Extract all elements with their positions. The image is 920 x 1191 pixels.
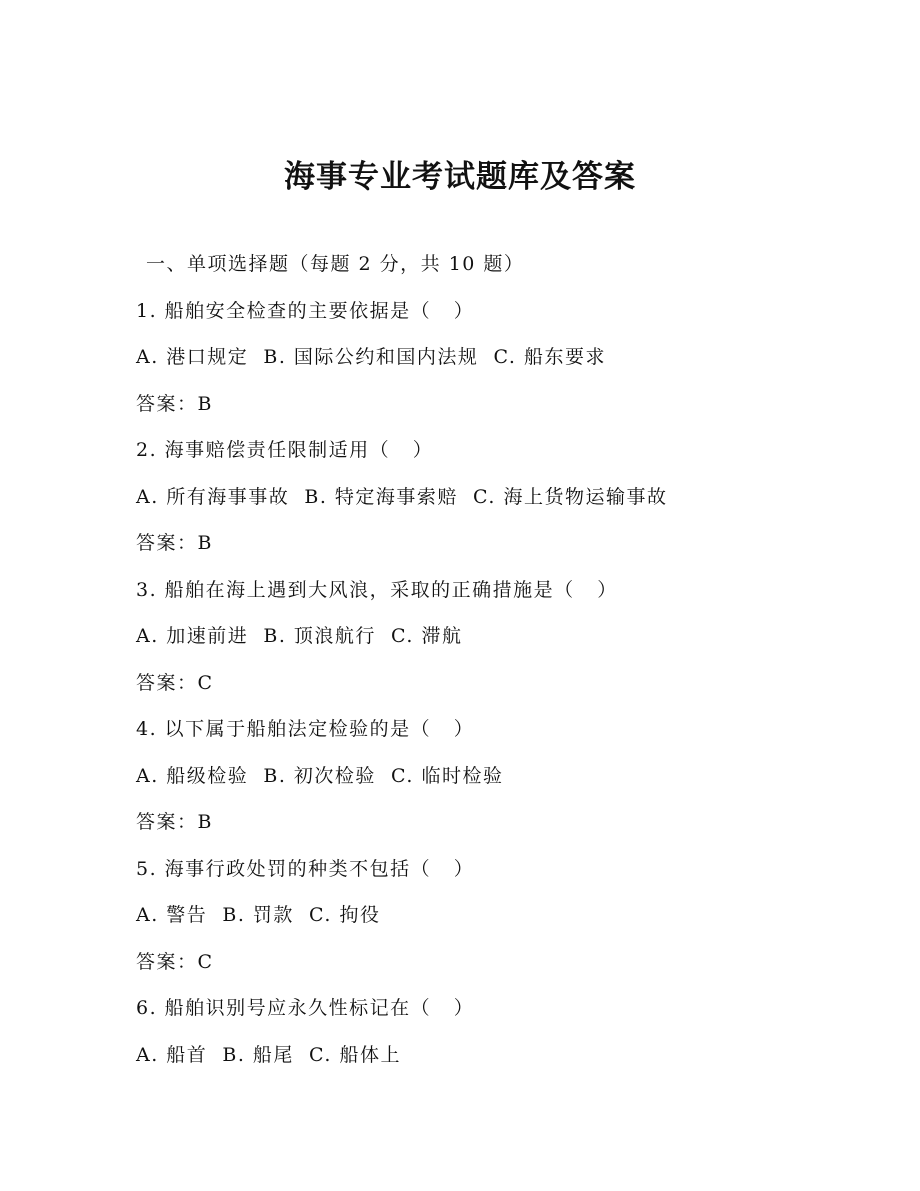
question-answer: 答案：B [136,811,213,833]
question-options: A. 加速前进 B. 顶浪航行 C. 滞航 [136,625,463,647]
question-stem: 1. 船舶安全检查的主要依据是（ ） [136,299,475,322]
question-list [136,246,896,1083]
question-stem: 5. 海事行政处罚的种类不包括（ ） [136,857,475,880]
question-options: A. 所有海事事故 B. 特定海事索赔 C. 海上货物运输事故 [136,485,668,508]
document-title: 海事专业考试题库及答案 [284,159,636,195]
question-options: A. 港口规定 B. 国际公约和国内法规 C. 船东要求 [136,346,606,368]
question-answer: 答案：B [136,532,213,554]
question-answer: 答案：C [136,671,214,694]
section-heading: 一、单项选择题（每题 2 分，共 10 题） [146,253,525,275]
question-stem: 3. 船舶在海上遇到大风浪，采取的正确措施是（ ） [136,578,618,601]
question-answer: 答案：C [136,950,214,973]
question-options: A. 警告 B. 罚款 C. 拘役 [136,904,381,926]
question-options: A. 船级检验 B. 初次检验 C. 临时检验 [136,764,504,787]
question-stem: 4. 以下属于船舶法定检验的是（ ） [136,718,475,740]
question-options: A. 船首 B. 船尾 C. 船体上 [136,1043,401,1066]
question-answer: 答案：B [136,392,213,415]
question-stem: 2. 海事赔偿责任限制适用（ ） [136,439,434,461]
question-stem: 6. 船舶识别号应永久性标记在（ ） [136,997,475,1019]
